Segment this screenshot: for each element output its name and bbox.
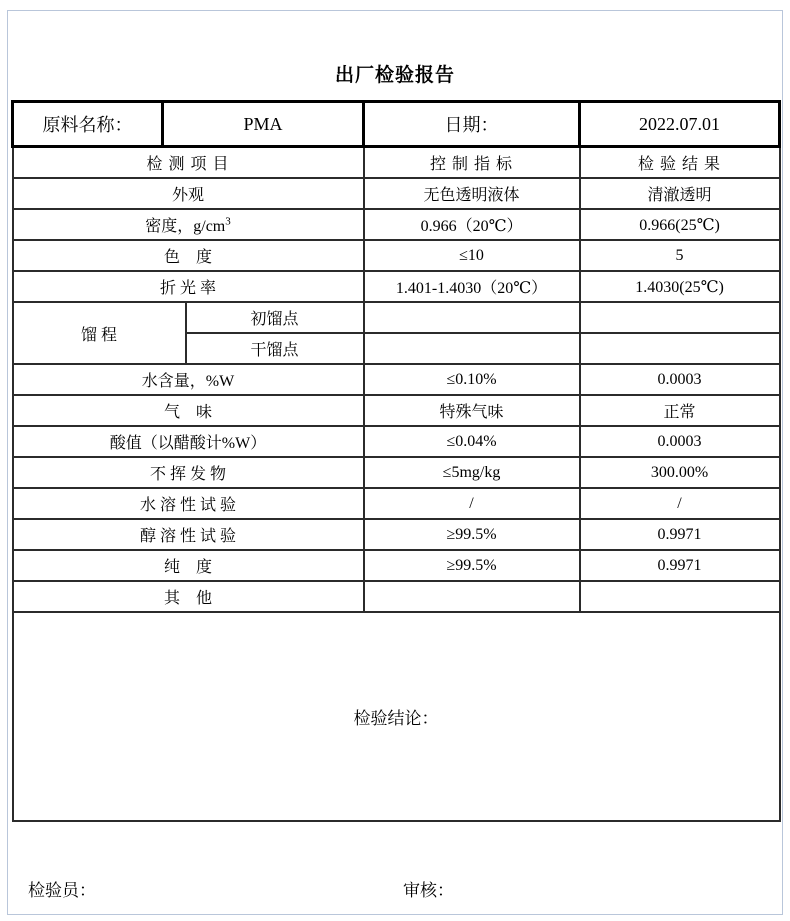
- column-header-row: [13, 147, 780, 179]
- row-non-volatile: [13, 457, 780, 488]
- item-label: 气 味: [13, 395, 364, 426]
- result-value: [580, 581, 780, 612]
- control-value: ≤0.04%: [364, 426, 580, 457]
- result-value: /: [580, 488, 780, 519]
- item-label: 折 光 率: [13, 271, 364, 302]
- control-value: ≤10: [364, 240, 580, 271]
- item-label: 水 溶 性 试 验: [13, 488, 364, 519]
- control-value: 1.401-1.4030（20℃）: [364, 271, 580, 302]
- item-label: 不 挥 发 物: [13, 457, 364, 488]
- row-water-content: [13, 364, 780, 395]
- control-value: ≥99.5%: [364, 550, 580, 581]
- distillation-group-label: 馏 程: [13, 302, 186, 364]
- inspection-table: [11, 100, 781, 822]
- control-value: ≤0.10%: [364, 364, 580, 395]
- column-header-item: 检 测 项 目: [13, 147, 364, 179]
- item-label: 初馏点: [186, 302, 364, 333]
- control-value: ≤5mg/kg: [364, 457, 580, 488]
- item-label: 外观: [13, 178, 364, 209]
- inspector-label: 检验员：: [28, 881, 96, 900]
- result-value: 5: [580, 240, 780, 271]
- item-label: 醇 溶 性 试 验: [13, 519, 364, 550]
- result-value: 1.4030(25℃): [580, 271, 780, 302]
- row-purity: [13, 550, 780, 581]
- control-value: 特殊气味: [364, 395, 580, 426]
- result-value: 0.0003: [580, 426, 780, 457]
- item-label: 水含量，%W: [13, 364, 364, 395]
- row-other: [13, 581, 780, 612]
- conclusion-label: 检验结论：: [353, 709, 439, 728]
- item-label: [13, 209, 364, 240]
- result-value: 0.9971: [580, 519, 780, 550]
- date-label: 日期：: [364, 102, 580, 147]
- row-distillation-initial: [13, 302, 780, 333]
- material-name-value: PMA: [163, 102, 364, 147]
- item-label: 纯 度: [13, 550, 364, 581]
- result-value: 0.0003: [580, 364, 780, 395]
- row-refractive-index: [13, 271, 780, 302]
- control-value: [364, 302, 580, 333]
- control-value: ≥99.5%: [364, 519, 580, 550]
- row-density: [13, 209, 780, 240]
- control-value: [364, 333, 580, 364]
- control-value: 无色透明液体: [364, 178, 580, 209]
- result-value: 0.9971: [580, 550, 780, 581]
- result-value: 300.00%: [580, 457, 780, 488]
- material-name-label: 原料名称：: [13, 102, 163, 147]
- result-value: 正常: [580, 395, 780, 426]
- item-label: 其 他: [13, 581, 364, 612]
- reviewer-label: 审核：: [403, 881, 454, 900]
- row-appearance: [13, 178, 780, 209]
- density-superscript: 3: [225, 215, 231, 228]
- table-header-row: [13, 102, 780, 147]
- result-value: [580, 302, 780, 333]
- row-acid-value: [13, 426, 780, 457]
- density-unit-text: 密度，g/cm: [145, 218, 226, 235]
- row-odor: [13, 395, 780, 426]
- date-value: 2022.07.01: [580, 102, 780, 147]
- result-value: 0.966(25℃): [580, 209, 780, 240]
- result-value: [580, 333, 780, 364]
- control-value: /: [364, 488, 580, 519]
- control-value: [364, 581, 580, 612]
- conclusion-row: [13, 612, 780, 821]
- column-header-result: 检 验 结 果: [580, 147, 780, 179]
- result-value: 清澈透明: [580, 178, 780, 209]
- item-label: 酸值（以醋酸计%W）: [13, 426, 364, 457]
- row-alcohol-solubility: [13, 519, 780, 550]
- control-value: 0.966（20℃）: [364, 209, 580, 240]
- conclusion-area: [13, 612, 780, 821]
- page-title: 出厂检验报告: [334, 65, 455, 86]
- row-color: [13, 240, 780, 271]
- row-water-solubility: [13, 488, 780, 519]
- item-label: 干馏点: [186, 333, 364, 364]
- column-header-control: 控 制 指 标: [364, 147, 580, 179]
- item-label: 色 度: [13, 240, 364, 271]
